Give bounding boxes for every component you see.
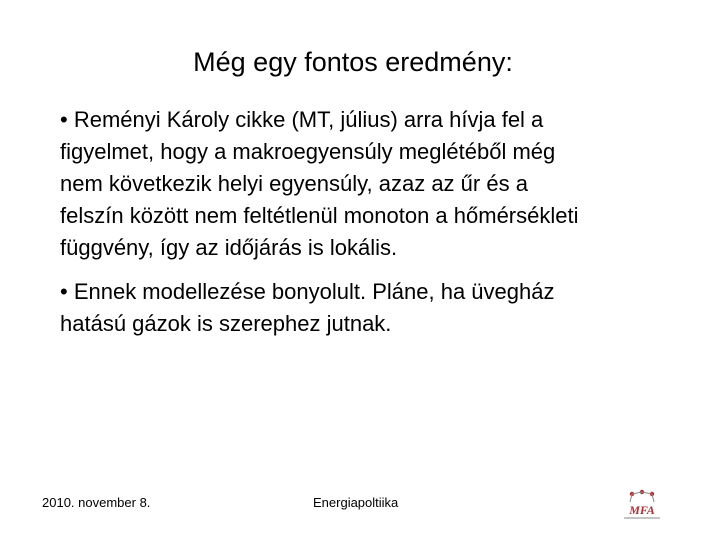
logo-text: MFA [629,503,655,517]
bullet-item: • Ennek modellezése bonyolult. Pláne, ha üvegház hatású gázok is szerephez jutnak. [60,279,555,336]
bullet-list [60,104,700,340]
mfa-logo-icon [618,488,666,524]
footer-date: 2010. november 8. [42,495,151,510]
footer-title: Energiapoltiika [313,495,399,510]
slide-title: Még egy fontos eredmény: [193,47,513,77]
bullet-item: • Reményi Károly cikke (MT, július) arra hívja fel a figyelmet, hogy a makroegyensúly meglétéből még nem következik helyi egyensúly, azaz az űr és a felszín között nem feltétlenül monoton a hőmérsékleti függvény, így az időjárás is lokális. [60,107,579,260]
